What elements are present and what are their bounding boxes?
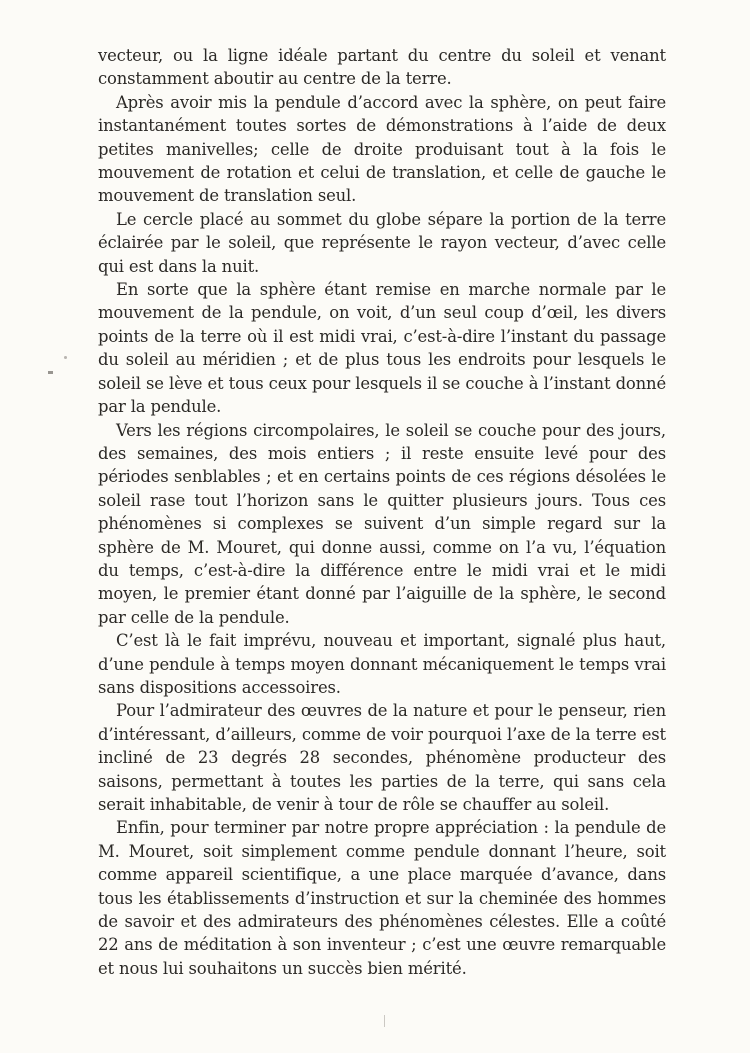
paragraph-manivelles: Après avoir mis la pendule d’accord avec la sphère, on peut faire instantanément toutes sortes de démonstrations à l’aide de deux petites manivelles; celle de droite produisant tout à la fois le mouvement de rotation et celui de translation, et celle de gauche le mouvement de translation seul.: [98, 92, 666, 206]
paragraph-regions-circompolaires: Vers les régions circompolaires, le soleil se couche pour des jours, des semaines, des mois entiers ; il reste ensuite levé pour des périodes senblables ; et en certains points de ces régions désolées le soleil rase tout l’horizon sans le quitter plusieurs jours. Tous ces phénomènes si complexes se suivent d’un simple regard sur la sphère de M. Mouret, qui donne aussi, comme on l’a vu, l’équation du temps, c’est-à-dire la différence entre le midi vrai et le midi moyen, le premier étant donné par l’aiguille de la sphère, le second par celle de la pendule.: [98, 420, 666, 627]
paragraph-cercle: Le cercle placé au sommet du globe sépare la portion de la terre éclairée par le soleil, que représente le rayon vecteur, d’avec celle qui est dans la nuit.: [98, 209, 666, 276]
paragraph-continuation: vecteur, ou la ligne idéale partant du centre du soleil et venant constamment aboutir au centre de la terre.: [98, 46, 666, 89]
paper-scratch: [384, 1015, 385, 1027]
page-text: [98, 44, 666, 980]
margin-mark: [48, 371, 53, 374]
paragraph-midi-vrai: En sorte que la sphère étant remise en marche normale par le mouvement de la pendule, on voit, d’un seul coup d’œil, les divers points de la terre où il est midi vrai, c’est-à-dire l’instant du passage du soleil au méridien ; et de plus tous les endroits pour lesquels le soleil se lève et tous ceux pour lesquels il se couche à l’instant donné par la pendule.: [98, 280, 666, 417]
paper-speck: [64, 356, 67, 359]
paragraph-conclusion: Enfin, pour terminer par notre propre appréciation : la pendule de M. Mouret, soit simplement comme pendule donnant l’heure, soit comme appareil scientifique, a une place marquée d’avance, dans tous les établissements d’instruction et sur la cheminée des hommes de savoir et des admirateurs des phénomènes célestes. Elle a coûté 22 ans de méditation à son inventeur ; c’est une œuvre remarquable et nous lui souhaitons un succès bien mérité.: [98, 818, 666, 978]
paragraph-fait-imprevu: C’est là le fait imprévu, nouveau et important, signalé plus haut, d’une pendule à temps moyen donnant mécaniquement le temps vrai sans dispositions accessoires.: [98, 631, 666, 697]
paragraph-admirateur: Pour l’admirateur des œuvres de la nature et pour le penseur, rien d’intéressant, d’ailleurs, comme de voir pourquoi l’axe de la terre est incliné de 23 degrés 28 secondes, phénomène producteur des saisons, permettant à toutes les parties de la terre, qui sans cela serait inhabitable, de venir à tour de rôle se chauffer au soleil.: [98, 701, 666, 814]
